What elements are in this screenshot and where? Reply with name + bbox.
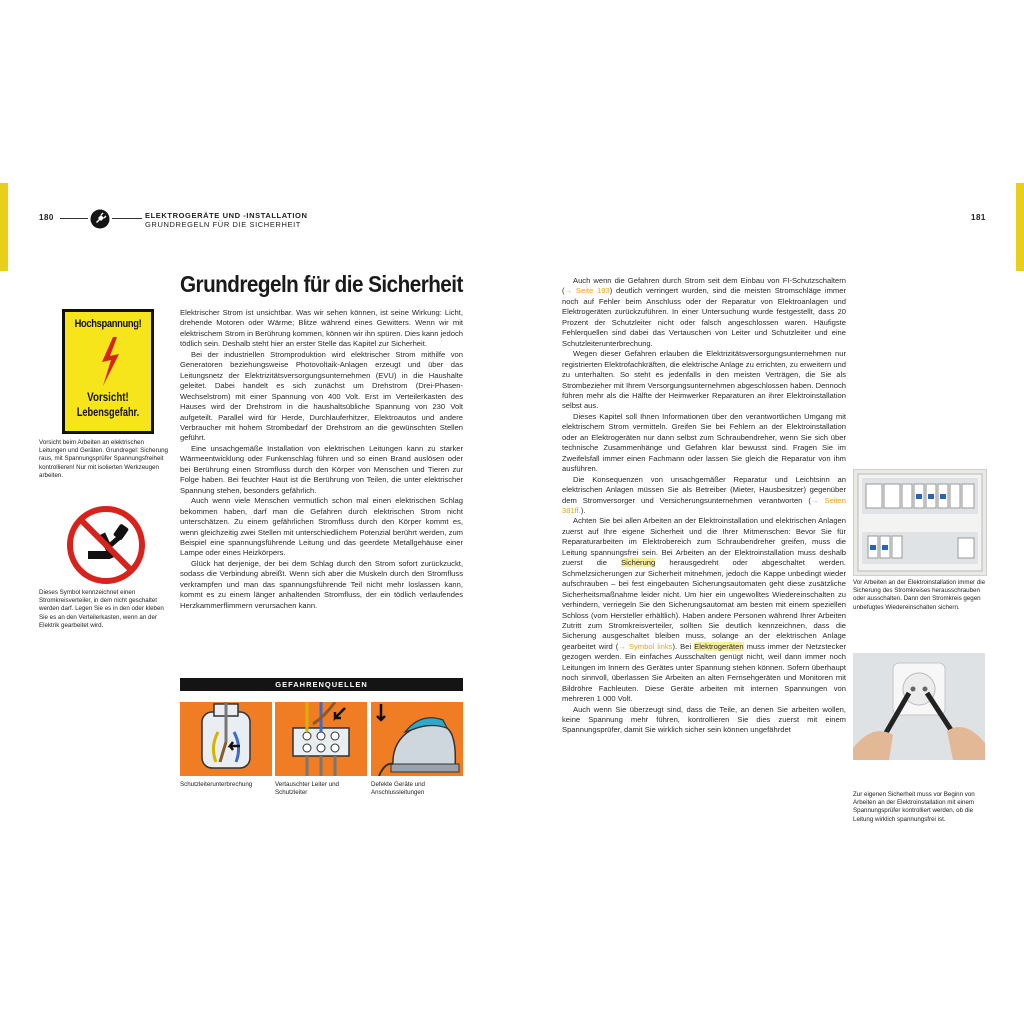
sign-line-3: Lebensgefahr. (76, 407, 140, 419)
caption-voltage-tester: Zur eigenen Sicherheit muss vor Beginn von Arbeiten an der Elektroinstallation mit einem Spannungsprüfer kontrolliert werden, ob die Leitung wirklich spannungsfrei ist. (853, 791, 975, 823)
illustration-protective-conductor (180, 702, 272, 776)
lightning-icon (95, 336, 125, 388)
paragraph: Die Konsequenzen von unsachgemäßer Reparatur und Leichtsinn an elektrischen Anlagen müssen Sie als Betreiber (Mieter, Hausbesitzer) gegenüber dem Stromversorger und Versicherungsunternehmen verantworten (→ Seiten 381ff.). (562, 474, 846, 515)
right-edge-marker (1016, 183, 1024, 271)
do-not-switch-icon (66, 505, 146, 585)
left-edge-marker (0, 183, 8, 271)
illustration-swapped-conductor (275, 702, 367, 776)
caption-fuse-panel: Vor Arbeiten an der Elektroinstallation immer die Sicherung des Stromkreises herausschrauben oder ausschalten. Dann den Stromkreis gegen unbefugtes Wiedereinschalten sichern. (853, 579, 986, 611)
page-reference: → Symbol links (618, 641, 673, 651)
photo-fuse-panel (853, 469, 987, 576)
paragraph: Eine unsachgemäße Installation von elektrischen Leitungen kann zu starker Wärmeentwicklung oder Funkenschlag führen und so einen Brand auslösen oder bei Berührung einen Stromfluss durch den Körper von Menschen und Tieren zur Folge haben. Bei feuchter Haut ist die Berührung von Teilen, die unter elektrischer Spannung stehen, besonders gefährlich. (180, 443, 463, 495)
caption-sign: Vorsicht beim Arbeiten an elektrischen Leitungen und Geräten. Grundregel: Sicherung raus, mit Spannungsprüfer Spannungsfreiheit kontrollieren! Nur mit isolierten Werkzeugen arbeiten. (39, 439, 168, 479)
paragraph: Auch wenn Sie überzeugt sind, dass die Teile, an denen Sie arbeiten wollen, keine Spannung mehr führen, kontrollieren Sie dies zuerst mit einem Spannungsprüfer, damit Sie wirklich sicher sein können ungefährdet (562, 704, 846, 735)
gefahrenquelle-caption: Vertauschter Leiter und Schutzleiter (275, 781, 339, 797)
page-title: Grundregeln für die Sicherheit (180, 271, 463, 297)
header-rule-left (60, 218, 88, 219)
highlighted-term: Elektrogeräten (694, 641, 744, 651)
illustration-defective-device (371, 702, 463, 776)
paragraph: Achten Sie bei allen Arbeiten an der Elektroinstallation und elektrischen Anlagen zuerst auf Ihre eigene Sicherheit und die Ihrer Mitmenschen: Bevor Sie für Reparaturarbeiten im Elektrobereich zum Schraubendreher greifen, muss die Leitung spannungsfrei sein. Bei Arbeiten an der Elektroinstallation muss deshalb zuerst die Sicherung herausgedreht oder abgeschaltet werden. Schmelzsicherungen zur Sicherheit mitnehmen, jedoch die Kappe unbedingt wieder aufschrauben – bei fest eingebauten Sicherungsautomaten geht diese zusätzliche Sicherheitsmaßnahme leider nicht. Um hier ein ungewolltes Wiedereinschalten zu verhindern, verriegeln Sie den Sicherungsautomat am besten mit einem speziellen Schloss (vom Hersteller erhältlich). Haben andere Personen während Ihrer Arbeiten Zutritt zum Stromkreisverteiler, sollten Sie deutlich kennzeichnen, dass die Sicherung ausgeschaltet bleiben muss, solange an der elektrischen Anlage gearbeitet wird (→ Symbol links). Bei Elektrogeräten muss immer der Netzstecker gezogen werden. Ein einfaches Ausschalten genügt nicht, weil dann immer noch Leitungen im Innern des Gerätes unter Spannung stehen können. Sofern überhaupt noch sinnvoll, überlassen Sie Arbeiten an alten Fernsehgeräten und Monitoren mit Bildröhre Fachleuten. Diese Geräte arbeiten mit internen Spannungen von mehreren 1 000 Volt. (562, 516, 846, 704)
paragraph: Auch wenn die Gefahren durch Strom seit dem Einbau von FI-Schutzschaltern (→ Seite 193) deutlich verringert wurden, sind die meisten Stromschläge immer noch auf Fehler beim Anschluss oder der Reparatur von Elektroanlagen und Elektrogeräten zurückzuführen. In einer Untersuchung wurde festgestellt, dass 20 Prozent der Schutzleiter nicht oder falsch angeschlossen waren. Häufigste Fehlerquellen sind dabei das Vertauschen von Leiter und Schutzleiter und eine Schutzleiterunterbrechung. (562, 276, 847, 348)
gefahrenquellen-heading: GEFAHRENQUELLEN (180, 678, 463, 691)
sign-line-2: Vorsicht! (87, 392, 129, 404)
photo-voltage-tester (853, 653, 985, 760)
high-voltage-sign (62, 309, 154, 434)
highlighted-term: Sicherung (621, 558, 656, 568)
paragraph: Wegen dieser Gefahren erlauben die Elektrizitätsversorgungsunternehmen nur registrierten Elektrofachkräften, die elektrische Anlage zu errichten, zu erweitern und zu unterhalten. So steht es jedenfalls in den meisten Verträgen, die Sie als Strombezieher mit Ihrem Versorgungsunternehmen abgeschlossen haben. Dennoch führen mehr als die Hälfte der Heimwerker Reparaturen an ihrer Elektroinstallation selbst aus. (562, 349, 846, 411)
sign-line-1: Hochspannung! (74, 318, 142, 330)
gefahrenquelle-caption: Defekte Geräte und Anschlussleitungen (371, 781, 426, 797)
paragraph: Auch wenn viele Menschen vermutlich schon mal einen elektrischen Schlag bekommen haben, darf man die Gefahren durch elektrischen Strom nicht unterschätzen. Zu einem gefährlichen Stromfluss durch den Körper kommt es, wenn gleichzeitig zwei Stellen mit unterschiedlichem Potenzial berührt werden, zum Beispiel eine spannungsführende Leitung und das geerdete Metallgehäuse einer Lampe oder eines Heizkörpers. (180, 496, 463, 558)
header-subsection: GRUNDREGELN FÜR DIE SICHERHEIT (145, 220, 301, 229)
right-column-text (562, 276, 846, 736)
paragraph: Glück hat derjenige, der bei dem Schlag durch den Strom sofort zurückzuckt, sodass die Verbindung abreißt. Wenn sich aber die Muskeln durch den Stromfluss verkrampfen und man das spannungsführende Teil nicht mehr loslassen kann, kommt es zu einem länger anhaltenden Stromfluss, der ein tödlich verlaufendes Herzkammerflimmern verursachen kann. (180, 558, 463, 610)
left-column-text (180, 308, 463, 611)
page-reference: → Seiten 381ff. (562, 495, 846, 515)
page-number-left: 180 (39, 213, 54, 222)
page-reference: → Seite 193 (564, 286, 610, 296)
paragraph: Bei der industriellen Stromproduktion wird elektrischer Strom mithilfe von Generatoren beziehungsweise Photovoltaik-Anlagen erzeugt und über das Leitungsnetz der Elektrizitätsversorgungsunternehmen (EVU) in die Haushalte geleitet. Dabei handelt es sich zunächst um Drehstrom (Drei-Phasen-Wechselstrom) mit einer Spannung von 400 Volt. Erst im Verteilerkasten des Hauses wird der Drehstrom in die haushaltsübliche Spannung von 230 Volt aufgeteilt. Parallel wird für Herde, Durchlauferhitzer, Elektroautos und andere Verbraucher mit hohem Strombedarf der Drehstrom an die gewünschten Stellen geführt. (180, 349, 463, 443)
paragraph: Elektrischer Strom ist unsichtbar. Was wir sehen können, ist seine Wirkung: Licht, drehende Motoren oder Wärme; Blitze während eines Gewitters. Wenn wir mit elektrischem Strom in Berührung kommen, können wir ihn spüren. Dies kann jedoch tödlich sein. Deshalb steht hier an erster Stelle das Kapitel zur Sicherheit. (180, 308, 463, 349)
page-number-right: 181 (971, 213, 986, 222)
header-rule-right (112, 218, 142, 219)
caption-symbol: Dieses Symbol kennzeichnet einen Stromkreisverteiler, in dem nicht geschaltet werden darf. Legen Sie es in den oder kleben Sie es an den Verteilerkasten, wenn an der Elektrik gearbeitet wird. (39, 589, 164, 629)
header-section: ELEKTROGERÄTE UND -INSTALLATION (145, 211, 308, 220)
paragraph: Dieses Kapitel soll Ihnen Informationen über den verantwortlichen Umgang mit elektrischem Strom vermitteln. Greifen Sie bei Fehlern an der Elektroinstallation oder an Elektrogeräten nur dann selbst zum Schraubendreher, wenn Sie sich über technische Zusammenhänge und Gefahren klar bewusst sind. Fragen Sie im Zweifelsfall immer einen Fachmann oder lassen Sie gleich die Reparatur von ihm ausführen. (562, 411, 846, 474)
plug-icon (90, 209, 110, 229)
gefahrenquelle-caption: Schutzleiterunterbrechung (180, 781, 253, 788)
